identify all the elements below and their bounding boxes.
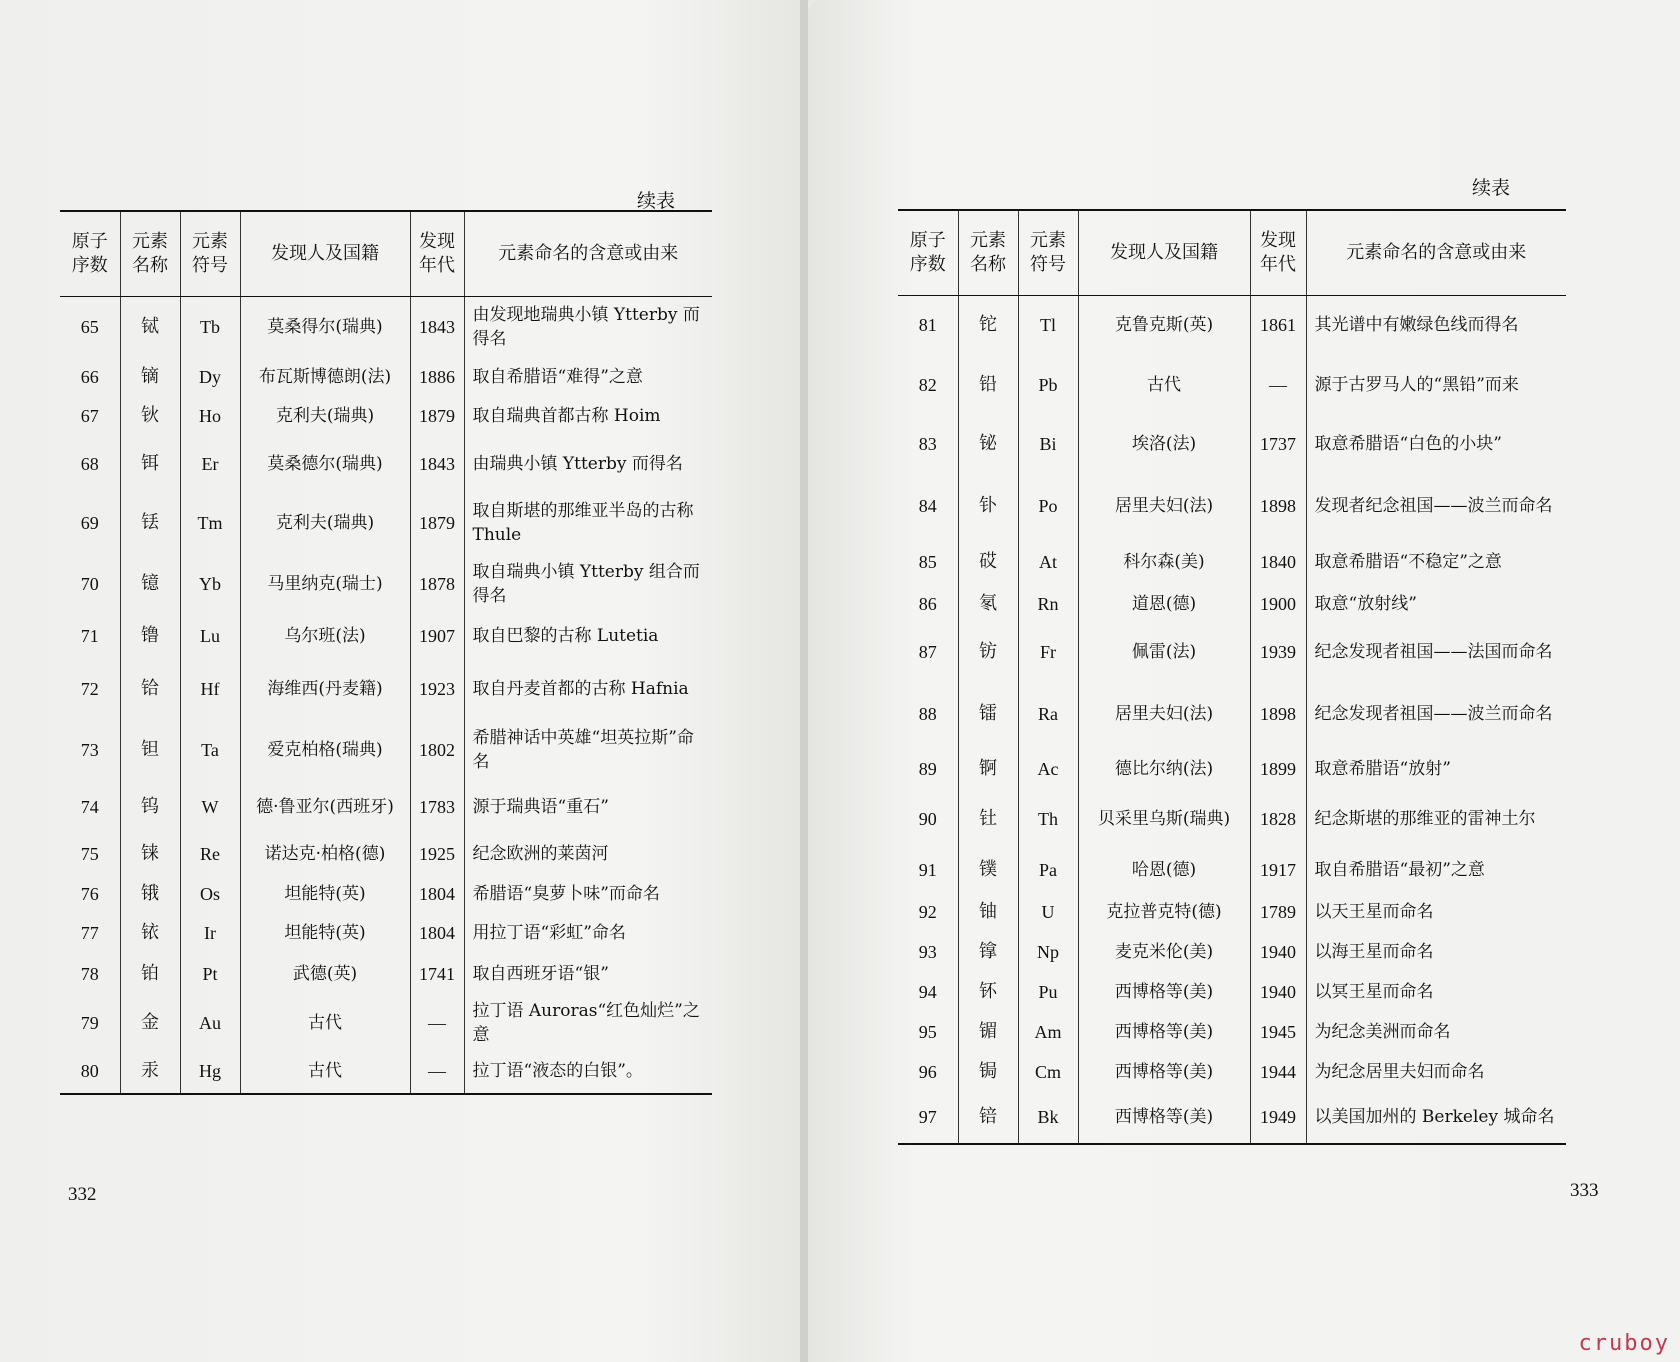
- discoverer-cell: 科尔森(美): [1078, 540, 1250, 584]
- meaning-cell: 取自斯堪的那维亚半岛的古称 Thule: [464, 492, 712, 554]
- element-symbol-cell: Ta: [180, 720, 240, 780]
- table-row: [60, 996, 712, 1050]
- elements-table-left: [60, 210, 712, 1095]
- meaning-cell: 以冥王星而命名: [1306, 972, 1566, 1012]
- discoverer-cell: 麦克米伦(美): [1078, 932, 1250, 972]
- header-atomic-number: 原子序数: [898, 210, 958, 296]
- discoverer-cell: 马里纳克(瑞士): [240, 554, 410, 614]
- element-name-cell: 金: [120, 996, 180, 1050]
- element-name-cell: 铀: [958, 892, 1018, 932]
- meaning-cell: 由发现地瑞典小镇 Ytterby 而得名: [464, 297, 712, 358]
- element-symbol-cell: Re: [180, 834, 240, 874]
- table-row: [898, 848, 1566, 892]
- discoverer-cell: 贝采里乌斯(瑞典): [1078, 790, 1250, 848]
- discoverer-cell: 武德(英): [240, 952, 410, 996]
- table-row: [60, 297, 712, 358]
- element-name-cell: 钚: [958, 972, 1018, 1012]
- discoverer-cell: 居里夫妇(法): [1078, 472, 1250, 540]
- table-row: [898, 680, 1566, 748]
- elements-table-right: [898, 209, 1566, 1145]
- header-discoverer: 发现人及国籍: [1078, 210, 1250, 296]
- element-symbol-cell: Dy: [180, 358, 240, 396]
- discoverer-cell: 西博格等(美): [1078, 1052, 1250, 1092]
- element-name-cell: 锔: [958, 1052, 1018, 1092]
- atomic-number-cell: 70: [80, 573, 99, 594]
- table-row: [898, 1012, 1566, 1052]
- year-cell: 1879: [410, 396, 464, 436]
- discoverer-cell: 居里夫妇(法): [1078, 680, 1250, 748]
- element-name-cell: 钋: [958, 472, 1018, 540]
- table-row: [60, 914, 712, 952]
- atomic-number-cell: 95: [918, 1021, 937, 1042]
- year-cell: 1843: [410, 297, 464, 358]
- element-symbol-cell: W: [180, 780, 240, 834]
- element-name-cell: 钍: [958, 790, 1018, 848]
- atomic-number-cell: 69: [80, 512, 99, 533]
- meaning-cell: 取自丹麦首都的古称 Hafnia: [464, 658, 712, 720]
- year-cell: 1886: [410, 358, 464, 396]
- atomic-number-cell: 87: [918, 641, 937, 662]
- meaning-cell: 为纪念美洲而命名: [1306, 1012, 1566, 1052]
- year-cell: 1949: [1250, 1092, 1306, 1144]
- year-cell: 1899: [1250, 748, 1306, 790]
- year-cell: 1917: [1250, 848, 1306, 892]
- atomic-number-cell: 72: [80, 678, 99, 699]
- discoverer-cell: 布瓦斯博德朗(法): [240, 358, 410, 396]
- element-name-cell: 钽: [120, 720, 180, 780]
- year-cell: 1789: [1250, 892, 1306, 932]
- year-cell: 1861: [1250, 296, 1306, 354]
- meaning-cell: 由瑞典小镇 Ytterby 而得名: [464, 436, 712, 492]
- year-cell: 1802: [410, 720, 464, 780]
- meaning-cell: 拉丁语“液态的白银”。: [464, 1050, 712, 1094]
- element-symbol-cell: Pu: [1018, 972, 1078, 1012]
- year-cell: —: [410, 996, 464, 1050]
- left-page: [0, 0, 800, 1362]
- header-atomic-number: 原子序数: [60, 211, 120, 297]
- table-row: [60, 358, 712, 396]
- atomic-number-cell: 88: [918, 703, 937, 724]
- table-row: [898, 748, 1566, 790]
- atomic-number-cell: 66: [80, 366, 99, 387]
- meaning-cell: 取自瑞典小镇 Ytterby 组合而得名: [464, 554, 712, 614]
- year-cell: 1944: [1250, 1052, 1306, 1092]
- table-row: [898, 540, 1566, 584]
- element-name-cell: 铱: [120, 914, 180, 952]
- element-name-cell: 锇: [120, 874, 180, 914]
- year-cell: 1923: [410, 658, 464, 720]
- year-cell: 1898: [1250, 472, 1306, 540]
- element-name-cell: 砹: [958, 540, 1018, 584]
- continued-label-right: 续表: [1472, 177, 1511, 199]
- atomic-number-cell: 90: [918, 808, 937, 829]
- table-row: [898, 932, 1566, 972]
- element-name-cell: 锕: [958, 748, 1018, 790]
- element-name-cell: 铽: [120, 297, 180, 358]
- header-element-name: 元素名称: [120, 211, 180, 297]
- meaning-cell: 用拉丁语“彩虹”命名: [464, 914, 712, 952]
- atomic-number-cell: 76: [80, 883, 99, 904]
- meaning-cell: 发现者纪念祖国——波兰而命名: [1306, 472, 1566, 540]
- discoverer-cell: 海维西(丹麦籍): [240, 658, 410, 720]
- discoverer-cell: 坦能特(英): [240, 874, 410, 914]
- year-cell: 1828: [1250, 790, 1306, 848]
- table-row: [898, 472, 1566, 540]
- atomic-number-cell: 85: [918, 551, 937, 572]
- year-cell: 1843: [410, 436, 464, 492]
- year-cell: 1783: [410, 780, 464, 834]
- year-cell: 1940: [1250, 972, 1306, 1012]
- element-symbol-cell: Tl: [1018, 296, 1078, 354]
- table-header-row: [898, 210, 1566, 296]
- atomic-number-cell: 83: [918, 433, 937, 454]
- header-element-name: 元素名称: [958, 210, 1018, 296]
- header-year: 发现年代: [1250, 210, 1306, 296]
- element-symbol-cell: Tb: [180, 297, 240, 358]
- atomic-number-cell: 84: [918, 495, 937, 516]
- element-symbol-cell: At: [1018, 540, 1078, 584]
- element-symbol-cell: Os: [180, 874, 240, 914]
- table-row: [898, 624, 1566, 680]
- discoverer-cell: 道恩(德): [1078, 584, 1250, 624]
- year-cell: 1804: [410, 914, 464, 952]
- meaning-cell: 取自瑞典首都古称 Hoim: [464, 396, 712, 436]
- element-symbol-cell: Au: [180, 996, 240, 1050]
- page-number-right: 333: [1570, 1180, 1599, 1201]
- discoverer-cell: 西博格等(美): [1078, 972, 1250, 1012]
- year-cell: 1900: [1250, 584, 1306, 624]
- element-name-cell: 铒: [120, 436, 180, 492]
- atomic-number-cell: 92: [918, 901, 937, 922]
- element-name-cell: 铥: [120, 492, 180, 554]
- discoverer-cell: 克鲁克斯(英): [1078, 296, 1250, 354]
- element-symbol-cell: Th: [1018, 790, 1078, 848]
- table-row: [898, 1092, 1566, 1144]
- atomic-number-cell: 79: [80, 1012, 99, 1033]
- year-cell: 1878: [410, 554, 464, 614]
- table-row: [60, 720, 712, 780]
- discoverer-cell: 德比尔纳(法): [1078, 748, 1250, 790]
- discoverer-cell: 西博格等(美): [1078, 1092, 1250, 1144]
- table-row: [60, 614, 712, 658]
- discoverer-cell: 西博格等(美): [1078, 1012, 1250, 1052]
- table-header-row: [60, 211, 712, 297]
- right-page: [808, 0, 1680, 1362]
- element-name-cell: 铪: [120, 658, 180, 720]
- year-cell: 1741: [410, 952, 464, 996]
- element-symbol-cell: Yb: [180, 554, 240, 614]
- element-symbol-cell: U: [1018, 892, 1078, 932]
- header-year: 发现年代: [410, 211, 464, 297]
- discoverer-cell: 埃洛(法): [1078, 416, 1250, 472]
- meaning-cell: 为纪念居里夫妇而命名: [1306, 1052, 1566, 1092]
- meaning-cell: 源于古罗马人的“黑铅”而来: [1306, 354, 1566, 416]
- element-symbol-cell: Pa: [1018, 848, 1078, 892]
- discoverer-cell: 克拉普克特(德): [1078, 892, 1250, 932]
- element-symbol-cell: Am: [1018, 1012, 1078, 1052]
- watermark: cruboy: [1578, 1331, 1670, 1356]
- meaning-cell: 取自西班牙语“银”: [464, 952, 712, 996]
- header-meaning: 元素命名的含意或由来: [464, 211, 712, 297]
- meaning-cell: 取自希腊语“最初”之意: [1306, 848, 1566, 892]
- discoverer-cell: 古代: [240, 996, 410, 1050]
- year-cell: 1898: [1250, 680, 1306, 748]
- discoverer-cell: 诺达克·柏格(德): [240, 834, 410, 874]
- meaning-cell: 纪念斯堪的那维亚的雷神土尔: [1306, 790, 1566, 848]
- meaning-cell: 希腊神话中英雄“坦英拉斯”命名: [464, 720, 712, 780]
- year-cell: 1939: [1250, 624, 1306, 680]
- header-element-symbol: 元素符号: [180, 211, 240, 297]
- element-name-cell: 镝: [120, 358, 180, 396]
- table-row: [60, 554, 712, 614]
- discoverer-cell: 莫桑德尔(瑞典): [240, 436, 410, 492]
- discoverer-cell: 克利夫(瑞典): [240, 396, 410, 436]
- meaning-cell: 取意“放射线”: [1306, 584, 1566, 624]
- element-name-cell: 钫: [958, 624, 1018, 680]
- atomic-number-cell: 80: [60, 1050, 120, 1094]
- meaning-cell: 取自巴黎的古称 Lutetia: [464, 614, 712, 658]
- table-row: [60, 396, 712, 436]
- atomic-number-cell: 97: [898, 1092, 958, 1144]
- element-symbol-cell: Bk: [1018, 1092, 1078, 1144]
- atomic-number-cell: 96: [918, 1061, 937, 1082]
- discoverer-cell: 爱克柏格(瑞典): [240, 720, 410, 780]
- year-cell: 1907: [410, 614, 464, 658]
- atomic-number-cell: 73: [80, 739, 99, 760]
- element-name-cell: 铋: [958, 416, 1018, 472]
- table-row: [60, 952, 712, 996]
- element-symbol-cell: Np: [1018, 932, 1078, 972]
- book-gutter: [800, 0, 808, 1362]
- meaning-cell: 纪念欧洲的莱茵河: [464, 834, 712, 874]
- atomic-number-cell: 82: [918, 374, 937, 395]
- table-row: [898, 892, 1566, 932]
- atomic-number-cell: 74: [80, 796, 99, 817]
- element-name-cell: 汞: [120, 1050, 180, 1094]
- atomic-number-cell: 68: [80, 453, 99, 474]
- element-symbol-cell: Ir: [180, 914, 240, 952]
- table-row: [60, 436, 712, 492]
- table-row: [60, 834, 712, 874]
- header-element-symbol: 元素符号: [1018, 210, 1078, 296]
- year-cell: 1879: [410, 492, 464, 554]
- atomic-number-cell: 65: [80, 317, 99, 338]
- table-row: [60, 658, 712, 720]
- element-name-cell: 镥: [120, 614, 180, 658]
- discoverer-cell: 乌尔班(法): [240, 614, 410, 658]
- year-cell: 1945: [1250, 1012, 1306, 1052]
- meaning-cell: 取意希腊语“放射”: [1306, 748, 1566, 790]
- element-symbol-cell: Lu: [180, 614, 240, 658]
- atomic-number-cell: 93: [918, 941, 937, 962]
- element-symbol-cell: Ra: [1018, 680, 1078, 748]
- discoverer-cell: 德·鲁亚尔(西班牙): [240, 780, 410, 834]
- element-symbol-cell: Po: [1018, 472, 1078, 540]
- element-name-cell: 铅: [958, 354, 1018, 416]
- element-symbol-cell: Bi: [1018, 416, 1078, 472]
- discoverer-cell: 哈恩(德): [1078, 848, 1250, 892]
- discoverer-cell: 佩雷(法): [1078, 624, 1250, 680]
- table-row: [60, 492, 712, 554]
- year-cell: 1940: [1250, 932, 1306, 972]
- meaning-cell: 取自希腊语“难得”之意: [464, 358, 712, 396]
- atomic-number-cell: 89: [918, 758, 937, 779]
- table-row: [898, 584, 1566, 624]
- element-name-cell: 镅: [958, 1012, 1018, 1052]
- element-symbol-cell: Hf: [180, 658, 240, 720]
- discoverer-cell: 古代: [240, 1050, 410, 1094]
- atomic-number-cell: 91: [918, 859, 937, 880]
- element-symbol-cell: Pt: [180, 952, 240, 996]
- table-row: [60, 874, 712, 914]
- meaning-cell: 以海王星而命名: [1306, 932, 1566, 972]
- atomic-number-cell: 81: [918, 314, 937, 335]
- atomic-number-cell: 67: [80, 405, 99, 426]
- meaning-cell: 取意希腊语“白色的小块”: [1306, 416, 1566, 472]
- atomic-number-cell: 94: [918, 981, 937, 1002]
- year-cell: 1737: [1250, 416, 1306, 472]
- element-name-cell: 钬: [120, 396, 180, 436]
- element-name-cell: 镎: [958, 932, 1018, 972]
- discoverer-cell: 克利夫(瑞典): [240, 492, 410, 554]
- element-name-cell: 铼: [120, 834, 180, 874]
- atomic-number-cell: 75: [80, 843, 99, 864]
- year-cell: —: [410, 1050, 464, 1094]
- discoverer-cell: 坦能特(英): [240, 914, 410, 952]
- element-name-cell: 氡: [958, 584, 1018, 624]
- element-name-cell: 镭: [958, 680, 1018, 748]
- element-name-cell: 铊: [958, 296, 1018, 354]
- page-number-left: 332: [68, 1184, 97, 1205]
- meaning-cell: 希腊语“臭萝卜味”而命名: [464, 874, 712, 914]
- atomic-number-cell: 77: [80, 922, 99, 943]
- table-row: [60, 1050, 712, 1094]
- table-row: [898, 416, 1566, 472]
- discoverer-cell: 古代: [1078, 354, 1250, 416]
- meaning-cell: 以美国加州的 Berkeley 城命名: [1306, 1092, 1566, 1144]
- meaning-cell: 源于瑞典语“重石”: [464, 780, 712, 834]
- element-name-cell: 铂: [120, 952, 180, 996]
- year-cell: 1925: [410, 834, 464, 874]
- table-row: [898, 972, 1566, 1012]
- element-symbol-cell: Fr: [1018, 624, 1078, 680]
- table-row: [898, 354, 1566, 416]
- element-name-cell: 钨: [120, 780, 180, 834]
- year-cell: 1804: [410, 874, 464, 914]
- element-name-cell: 镤: [958, 848, 1018, 892]
- element-symbol-cell: Er: [180, 436, 240, 492]
- element-symbol-cell: Ho: [180, 396, 240, 436]
- element-symbol-cell: Hg: [180, 1050, 240, 1094]
- discoverer-cell: 莫桑得尔(瑞典): [240, 297, 410, 358]
- atomic-number-cell: 78: [80, 963, 99, 984]
- meaning-cell: 取意希腊语“不稳定”之意: [1306, 540, 1566, 584]
- table-row: [898, 1052, 1566, 1092]
- table-row: [60, 780, 712, 834]
- atomic-number-cell: 86: [918, 593, 937, 614]
- element-symbol-cell: Tm: [180, 492, 240, 554]
- meaning-cell: 其光谱中有嫩绿色线而得名: [1306, 296, 1566, 354]
- header-discoverer: 发现人及国籍: [240, 211, 410, 297]
- meaning-cell: 纪念发现者祖国——波兰而命名: [1306, 680, 1566, 748]
- element-symbol-cell: Ac: [1018, 748, 1078, 790]
- table-row: [898, 790, 1566, 848]
- year-cell: 1840: [1250, 540, 1306, 584]
- header-meaning: 元素命名的含意或由来: [1306, 210, 1566, 296]
- element-symbol-cell: Cm: [1018, 1052, 1078, 1092]
- atomic-number-cell: 71: [80, 625, 99, 646]
- meaning-cell: 纪念发现者祖国——法国而命名: [1306, 624, 1566, 680]
- meaning-cell: 拉丁语 Auroras“红色灿烂”之意: [464, 996, 712, 1050]
- element-name-cell: 镱: [120, 554, 180, 614]
- element-symbol-cell: Pb: [1018, 354, 1078, 416]
- table-row: [898, 296, 1566, 354]
- element-symbol-cell: Rn: [1018, 584, 1078, 624]
- year-cell: —: [1250, 354, 1306, 416]
- continued-label: 续表: [637, 190, 676, 212]
- meaning-cell: 以天王星而命名: [1306, 892, 1566, 932]
- element-name-cell: 锫: [958, 1092, 1018, 1144]
